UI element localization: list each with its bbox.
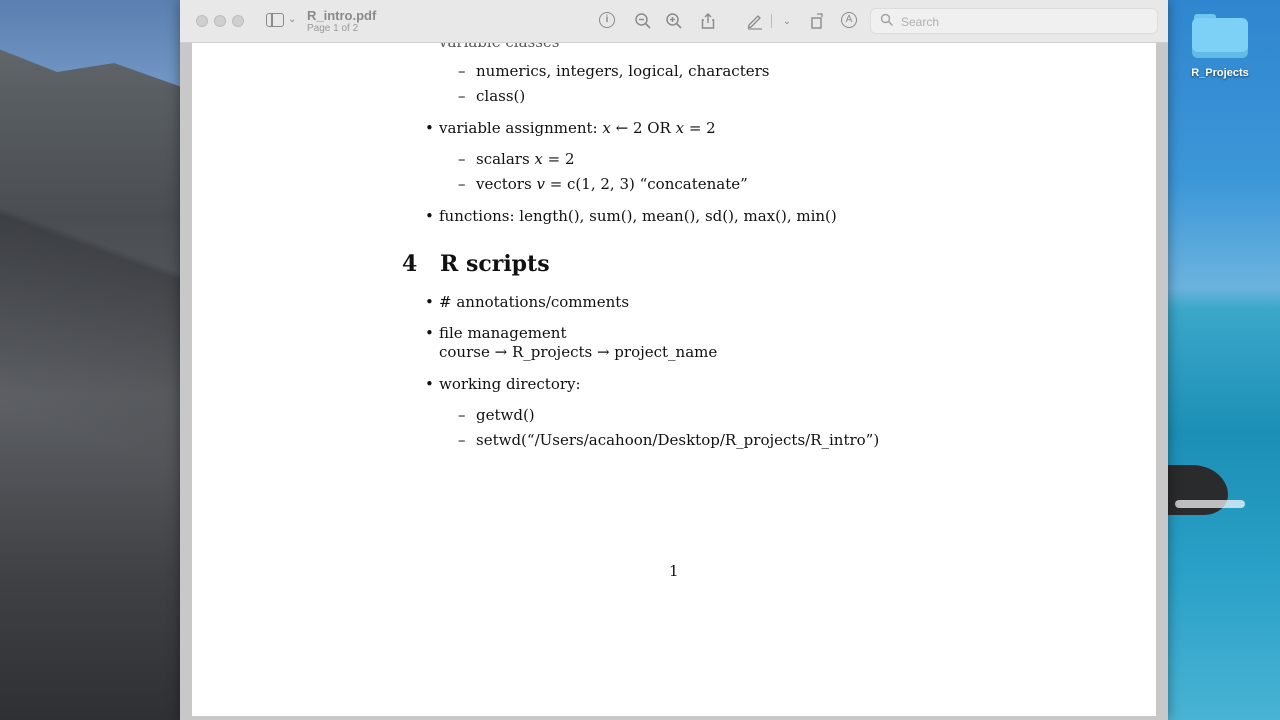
desktop-wallpaper-left bbox=[0, 0, 190, 720]
bullet-item bbox=[425, 207, 837, 225]
desktop-wallpaper-right bbox=[1168, 0, 1280, 720]
preview-window bbox=[180, 0, 1168, 720]
bullet-item bbox=[425, 324, 567, 342]
bullet-marker: • bbox=[425, 375, 434, 393]
zoom-button[interactable] bbox=[232, 15, 244, 27]
section-title: R scripts bbox=[440, 251, 550, 277]
bullet-marker: • bbox=[425, 293, 434, 311]
bullet-text: file management bbox=[439, 324, 567, 342]
zoom-in-icon[interactable] bbox=[665, 12, 683, 30]
dash-marker: – bbox=[458, 150, 466, 168]
chevron-down-icon[interactable]: ⌄ bbox=[782, 16, 792, 27]
dash-marker: – bbox=[458, 431, 466, 449]
minimize-button[interactable] bbox=[214, 15, 226, 27]
list-item-text: setwd(“/Users/acahoon/Desktop/R_projects/R_intro”) bbox=[476, 431, 880, 449]
pen-icon[interactable] bbox=[746, 12, 764, 30]
window-subtitle: Page 1 of 2 bbox=[307, 23, 359, 34]
dash-marker: – bbox=[458, 406, 466, 424]
bullet-item bbox=[425, 293, 630, 311]
sidebar-icon[interactable] bbox=[266, 13, 284, 27]
list-item-text: vectors 𝑣 = c(1, 2, 3) “concatenate” bbox=[476, 175, 748, 193]
bullet-marker: • bbox=[425, 119, 434, 137]
bullet-marker: • bbox=[425, 207, 434, 225]
file-path-line: course → R_projects → project_name bbox=[439, 343, 718, 361]
rotate-icon[interactable] bbox=[808, 12, 826, 30]
desktop-folder-icon[interactable] bbox=[1192, 14, 1248, 58]
markup-icon[interactable]: A bbox=[841, 12, 857, 28]
bullet-marker: • bbox=[425, 324, 434, 342]
list-item bbox=[458, 87, 526, 105]
bullet-text: variable assignment: 𝑥 ← 2 OR 𝑥 = 2 bbox=[439, 119, 716, 137]
list-item-text: class() bbox=[476, 87, 526, 105]
list-item-text: numerics, integers, logical, characters bbox=[476, 62, 770, 80]
list-item-text: getwd() bbox=[476, 406, 535, 424]
bullet-text: functions: length(), sum(), mean(), sd(), max(), min() bbox=[439, 207, 837, 225]
bullet-text: working directory: bbox=[439, 375, 581, 393]
close-button[interactable] bbox=[196, 15, 208, 27]
bullet-item bbox=[425, 119, 716, 137]
share-icon[interactable] bbox=[699, 12, 717, 30]
list-item bbox=[458, 150, 575, 168]
list-item-text: scalars 𝑥 = 2 bbox=[476, 150, 575, 168]
list-item bbox=[458, 406, 535, 424]
list-item bbox=[458, 62, 770, 80]
page-number: 1 bbox=[669, 562, 679, 580]
search-icon bbox=[880, 13, 894, 30]
dash-marker: – bbox=[458, 87, 466, 105]
scrollbar[interactable] bbox=[1156, 43, 1168, 720]
chevron-down-icon[interactable]: ⌄ bbox=[288, 14, 297, 25]
bullet-text: # annotations/comments bbox=[439, 293, 630, 311]
zoom-out-icon[interactable] bbox=[634, 12, 652, 30]
dash-marker: – bbox=[458, 175, 466, 193]
list-item bbox=[458, 175, 748, 193]
bullet-item bbox=[425, 375, 581, 393]
search-input[interactable] bbox=[899, 12, 1153, 32]
window-toolbar bbox=[180, 0, 1168, 43]
toolbar-divider bbox=[771, 14, 772, 28]
folder-body bbox=[1192, 18, 1248, 58]
window-title: R_intro.pdf bbox=[307, 8, 377, 23]
list-item bbox=[458, 431, 880, 449]
search-field[interactable] bbox=[870, 8, 1158, 34]
info-icon[interactable]: i bbox=[599, 12, 615, 28]
section-heading bbox=[402, 251, 550, 277]
desktop-folder-label[interactable]: R_Projects bbox=[1191, 67, 1249, 79]
wallpaper-wave bbox=[1175, 500, 1245, 508]
pdf-page bbox=[192, 43, 1156, 716]
section-number: 4 bbox=[402, 251, 418, 277]
dash-marker: – bbox=[458, 62, 466, 80]
